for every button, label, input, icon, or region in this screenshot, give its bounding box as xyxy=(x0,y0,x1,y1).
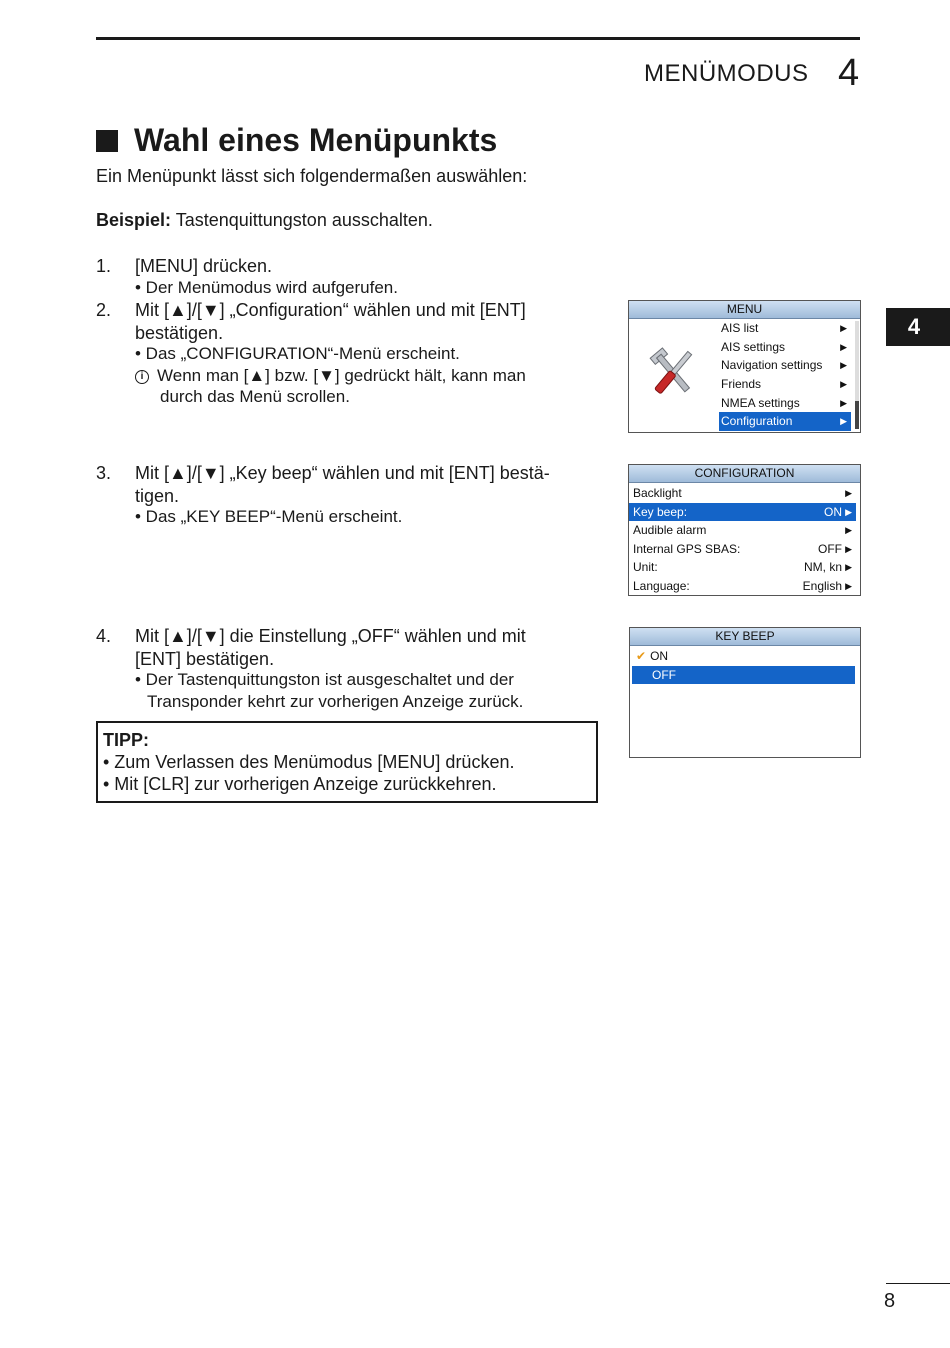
step-2-text-line2: bestätigen. xyxy=(135,323,224,343)
menu-item-ais-list[interactable] xyxy=(719,319,851,338)
top-rule xyxy=(96,37,860,40)
example-label: Beispiel: xyxy=(96,210,172,230)
step-3-text-line1: Mit [▲]/[▼] „Key beep“ wählen und mit [ENT] bestä- xyxy=(135,463,550,483)
menu-item-ais-settings[interactable] xyxy=(719,338,851,357)
checkmark-icon: ✔ xyxy=(636,649,647,663)
configuration-list xyxy=(629,483,860,596)
tip-title: TIPP: xyxy=(103,730,150,750)
step-4-text-line2: [ENT] bestätigen. xyxy=(135,649,275,669)
page-number: 8 xyxy=(884,1290,896,1312)
chapter-number: 4 xyxy=(838,52,860,94)
step-1-text: [MENU] drücken. xyxy=(135,256,273,276)
menu-item-label: AIS list xyxy=(721,321,759,335)
step-3-number: 3. xyxy=(96,463,112,483)
config-item-label: Backlight xyxy=(633,486,682,500)
step-1-note: • Der Menümodus wird aufgerufen. xyxy=(135,278,398,297)
footer-rule xyxy=(886,1283,950,1284)
section-title: Wahl eines Menüpunkts xyxy=(134,122,498,158)
step-4-text-line1: Mit [▲]/[▼] die Einstellung „OFF“ wählen und mit xyxy=(135,626,526,646)
step-2-number: 2. xyxy=(96,300,112,320)
config-item-value: OFF xyxy=(818,541,842,556)
step-4-number: 4. xyxy=(96,626,112,646)
step-3-note: • Das „KEY BEEP“-Menü erscheint. xyxy=(135,507,403,526)
config-item-value: ON xyxy=(824,504,842,519)
config-item-internal-gps-sbas[interactable] xyxy=(629,540,856,559)
step-2-info-text1: Wenn man [▲] bzw. [▼] gedrückt hält, kann man xyxy=(157,366,526,385)
section-square-icon xyxy=(96,130,118,152)
example-line xyxy=(96,209,433,231)
chapter-side-tab xyxy=(886,308,950,346)
menu-screen xyxy=(628,300,861,433)
configuration-screen xyxy=(628,464,861,596)
config-item-key-beep[interactable] xyxy=(629,503,856,522)
configuration-screen-title: CONFIGURATION xyxy=(629,465,860,483)
arrow-right-icon: ▶ xyxy=(845,506,852,517)
key-beep-option-label: ON xyxy=(650,649,669,663)
key-beep-option-on[interactable] xyxy=(632,647,855,666)
config-item-language[interactable] xyxy=(629,577,856,596)
menu-item-friends[interactable] xyxy=(719,375,851,394)
config-item-audible-alarm[interactable] xyxy=(629,521,856,540)
step-2-info-line1 xyxy=(135,365,526,387)
arrow-right-icon: ▶ xyxy=(845,525,852,536)
info-icon: i xyxy=(135,370,149,384)
config-item-value: English xyxy=(802,578,842,593)
config-item-label: Unit: xyxy=(633,560,658,575)
key-beep-list xyxy=(630,646,860,684)
side-tab-number: 4 xyxy=(907,314,921,339)
key-beep-option-label: OFF xyxy=(652,667,676,682)
chapter-label: MENÜMODUS xyxy=(644,60,809,87)
arrow-right-icon: ▶ xyxy=(840,323,847,333)
key-beep-screen xyxy=(629,627,861,758)
config-item-label: Language: xyxy=(633,578,690,593)
menu-screen-title: MENU xyxy=(629,301,860,319)
tools-icon xyxy=(643,343,703,403)
menu-item-label: Navigation settings xyxy=(721,358,823,373)
arrow-right-icon: ▶ xyxy=(845,562,852,573)
key-beep-option-off[interactable] xyxy=(632,666,855,685)
step-3-text-line2: tigen. xyxy=(135,486,180,506)
menu-item-configuration[interactable] xyxy=(719,412,851,431)
step-4-note-line2: Transponder kehrt zur vorherigen Anzeige zurück. xyxy=(147,692,524,711)
menu-item-navigation-settings[interactable] xyxy=(719,356,851,375)
step-2-text-line1: Mit [▲]/[▼] „Configuration“ wählen und mit [ENT] xyxy=(135,300,526,320)
config-item-label: Audible alarm xyxy=(633,523,707,538)
step-2-info-line2: durch das Menü scrollen. xyxy=(160,387,350,406)
tip-item-2: • Mit [CLR] zur vorherigen Anzeige zurückkehren. xyxy=(103,774,497,794)
arrow-right-icon: ▶ xyxy=(845,580,852,591)
arrow-right-icon: ▶ xyxy=(845,543,852,554)
menu-item-label: Configuration xyxy=(721,414,793,429)
config-item-unit[interactable] xyxy=(629,558,856,577)
menu-scrollbar[interactable] xyxy=(855,321,859,429)
arrow-right-icon: ▶ xyxy=(840,416,847,427)
arrow-right-icon: ▶ xyxy=(840,379,847,390)
arrow-right-icon: ▶ xyxy=(845,488,852,498)
menu-item-label: AIS settings xyxy=(721,339,786,354)
example-text: Tastenquittungston ausschalten. xyxy=(175,210,433,230)
config-item-value: NM, kn xyxy=(803,560,842,575)
menu-scroll-thumb[interactable] xyxy=(855,401,859,429)
step-2-note: • Das „CONFIGURATION“-Menü erscheint. xyxy=(135,344,460,363)
config-item-backlight[interactable] xyxy=(629,484,856,503)
menu-list xyxy=(719,319,851,431)
config-item-label: Internal GPS SBAS: xyxy=(633,541,741,556)
key-beep-screen-title: KEY BEEP xyxy=(630,628,860,646)
tip-item-1: • Zum Verlassen des Menümodus [MENU] drücken. xyxy=(103,752,515,772)
intro-text: Ein Menüpunkt lässt sich folgendermaßen auswählen: xyxy=(96,166,528,186)
config-item-label: Key beep: xyxy=(633,504,688,519)
step-4-note-line1: • Der Tastenquittungston ist ausgeschaltet und der xyxy=(135,670,514,689)
step-1-number: 1. xyxy=(96,256,112,276)
arrow-right-icon: ▶ xyxy=(840,397,847,408)
arrow-right-icon: ▶ xyxy=(840,341,847,352)
menu-item-nmea-settings[interactable] xyxy=(719,394,851,413)
arrow-right-icon: ▶ xyxy=(840,360,847,371)
menu-item-label: NMEA settings xyxy=(721,395,800,410)
menu-item-label: Friends xyxy=(721,377,762,392)
